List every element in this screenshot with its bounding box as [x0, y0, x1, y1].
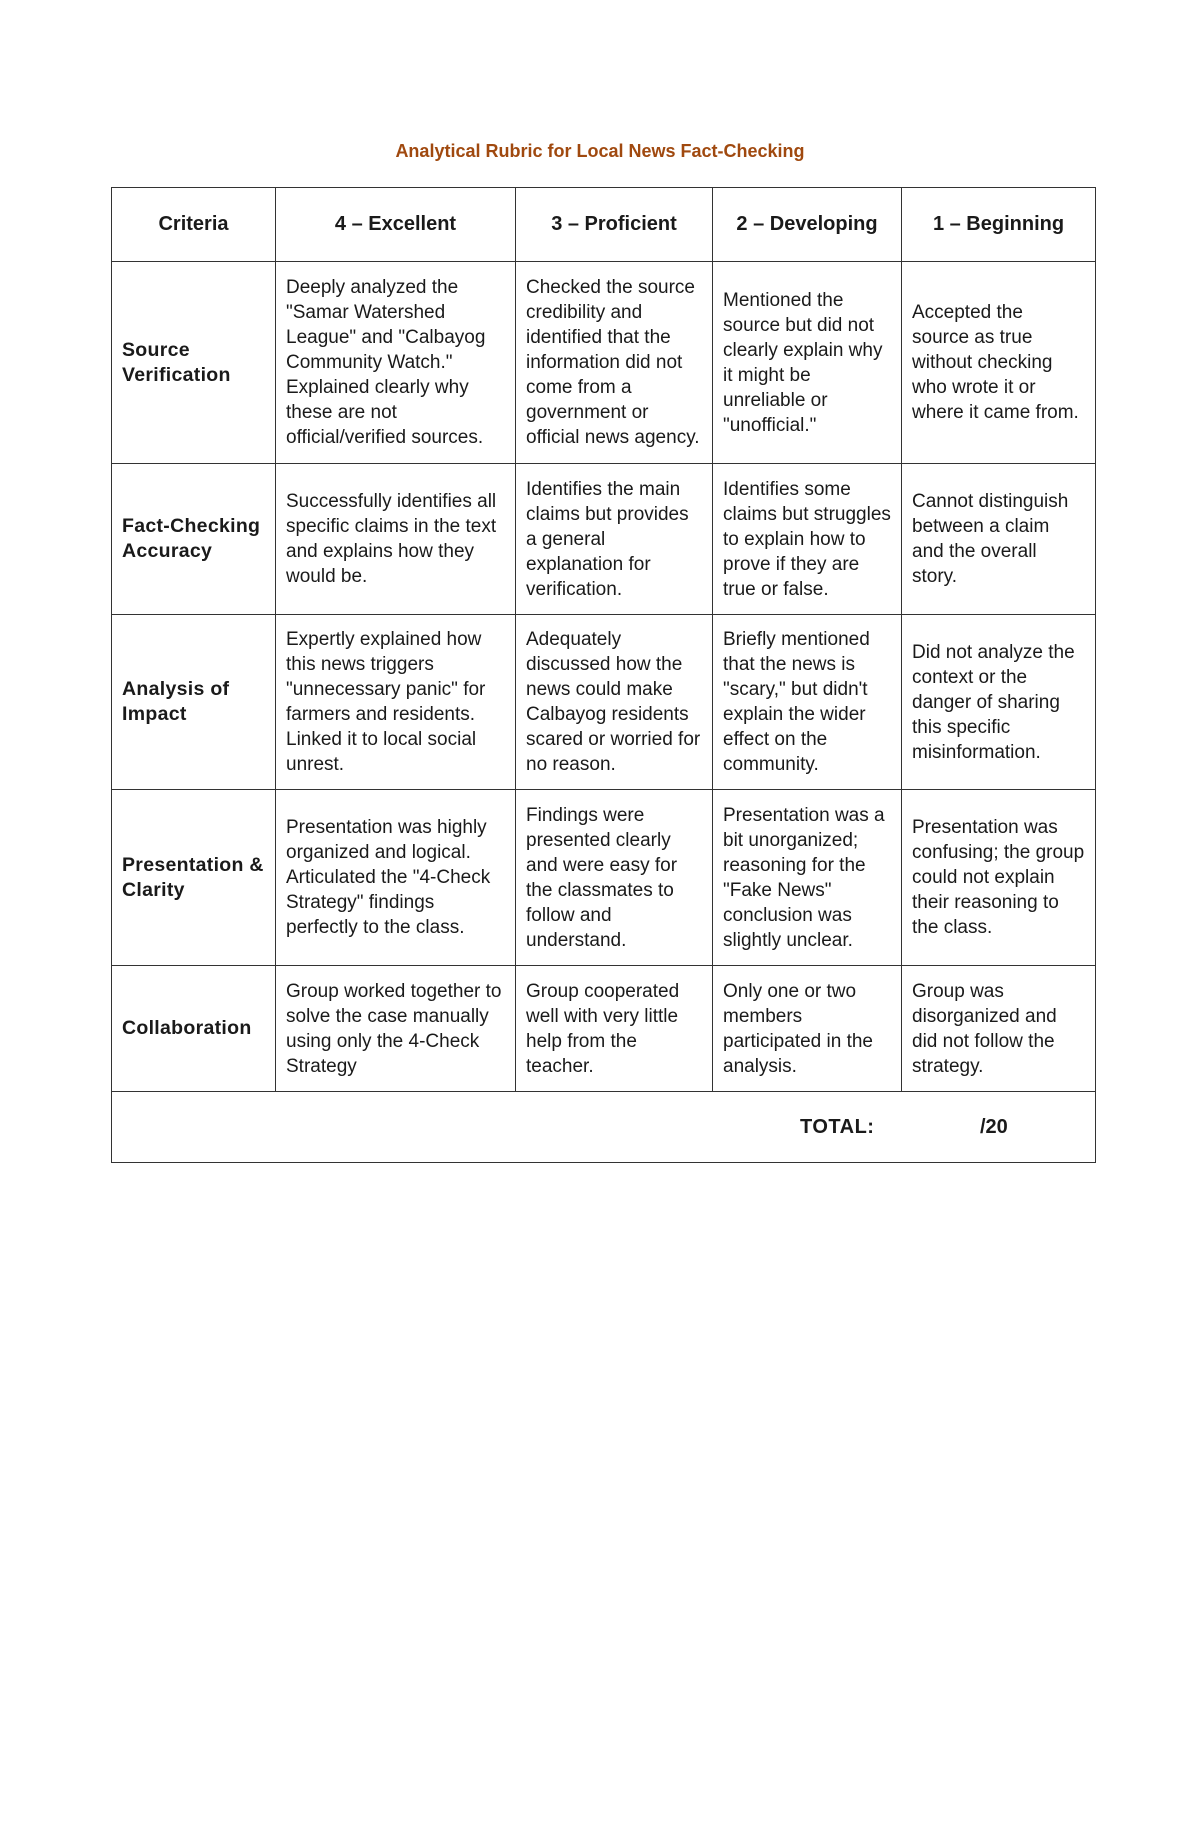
rubric-cell: Identifies the main claims but provides a general explanation for verification. — [516, 464, 713, 615]
rubric-cell: Findings were presented clearly and were easy for the classmates to follow and understand. — [516, 790, 713, 966]
rubric-table — [111, 187, 1096, 1163]
table-row — [112, 464, 1096, 615]
rubric-cell: Deeply analyzed the "Samar Watershed League" and "Calbayog Community Watch." Explained clearly why these are not official/verified sources. — [276, 262, 516, 464]
total-label: TOTAL: — [800, 1116, 875, 1138]
table-row — [112, 966, 1096, 1092]
criteria-cell: Presentation & Clarity — [112, 790, 276, 966]
criteria-cell: Analysis of Impact — [112, 615, 276, 790]
rubric-cell: Did not analyze the context or the danger of sharing this specific misinformation. — [902, 615, 1096, 790]
rubric-cell: Checked the source credibility and identified that the information did not come from a government or official news agency. — [516, 262, 713, 464]
header-beginning: 1 – Beginning — [902, 188, 1096, 262]
criteria-cell: Collaboration — [112, 966, 276, 1092]
rubric-cell: Only one or two members participated in the analysis. — [713, 966, 902, 1092]
rubric-cell: Presentation was a bit unorganized; reasoning for the "Fake News" conclusion was slightly unclear. — [713, 790, 902, 966]
rubric-cell: Accepted the source as true without checking who wrote it or where it came from. — [902, 262, 1096, 464]
table-row — [112, 615, 1096, 790]
rubric-cell: Cannot distinguish between a claim and the overall story. — [902, 464, 1096, 615]
rubric-cell: Mentioned the source but did not clearly explain why it might be unreliable or "unofficial." — [713, 262, 902, 464]
header-proficient: 3 – Proficient — [516, 188, 713, 262]
rubric-cell: Successfully identifies all specific claims in the text and explains how they would be. — [276, 464, 516, 615]
rubric-cell: Expertly explained how this news triggers "unnecessary panic" for farmers and residents. Linked it to local social unrest. — [276, 615, 516, 790]
table-row — [112, 790, 1096, 966]
total-row — [112, 1092, 1096, 1163]
header-criteria: Criteria — [112, 188, 276, 262]
table-row — [112, 262, 1096, 464]
rubric-cell: Briefly mentioned that the news is "scary," but didn't explain the wider effect on the community. — [713, 615, 902, 790]
header-row — [112, 188, 1096, 262]
rubric-cell: Presentation was highly organized and logical. Articulated the "4-Check Strategy" findings perfectly to the class. — [276, 790, 516, 966]
total-value: /20 — [980, 1116, 1008, 1138]
rubric-cell: Group was disorganized and did not follow the strategy. — [902, 966, 1096, 1092]
header-developing: 2 – Developing — [713, 188, 902, 262]
header-excellent: 4 – Excellent — [276, 188, 516, 262]
rubric-cell: Group cooperated well with very little help from the teacher. — [516, 966, 713, 1092]
document-title: Analytical Rubric for Local News Fact-Checking — [395, 141, 805, 161]
criteria-cell: Fact-Checking Accuracy — [112, 464, 276, 615]
rubric-cell: Adequately discussed how the news could make Calbayog residents scared or worried for no reason. — [516, 615, 713, 790]
rubric-cell: Identifies some claims but struggles to explain how to prove if they are true or false. — [713, 464, 902, 615]
total-cell — [112, 1092, 1096, 1163]
rubric-cell: Presentation was confusing; the group could not explain their reasoning to the class. — [902, 790, 1096, 966]
rubric-cell: Group worked together to solve the case manually using only the 4-Check Strategy — [276, 966, 516, 1092]
criteria-cell: Source Verification — [112, 262, 276, 464]
